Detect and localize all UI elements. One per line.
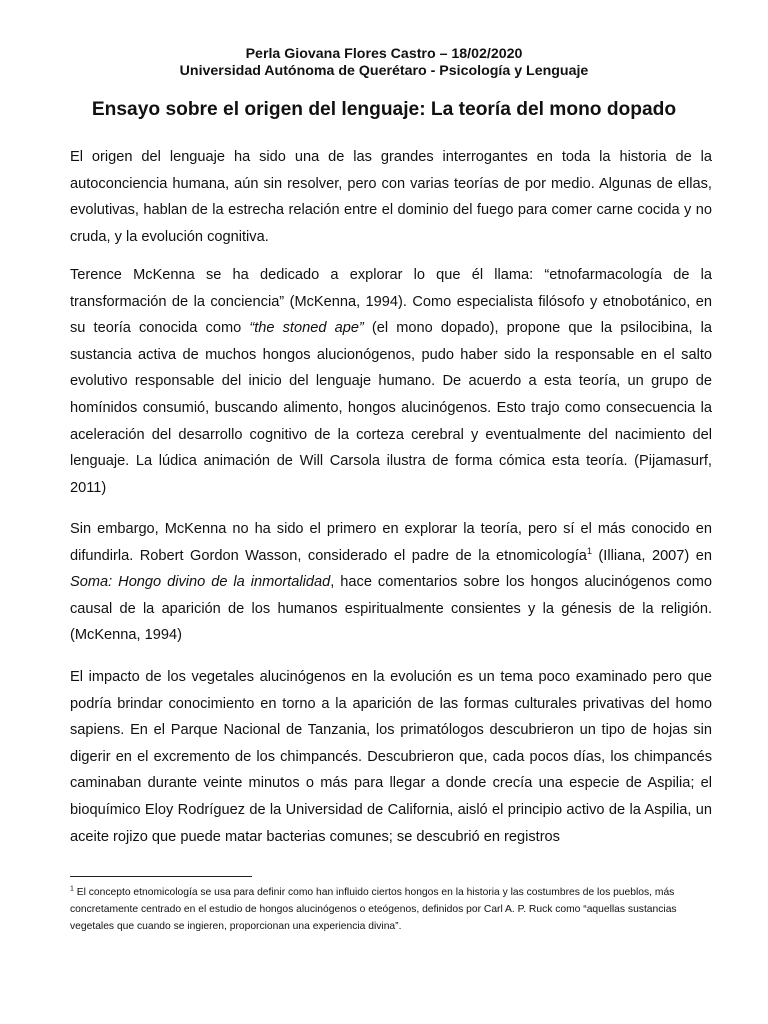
- paragraph-2-text-b: (el mono dopado), propone que la psilocibina, la sustancia activa de muchos hongos alucionógenos, pudo haber sido la responsable en el salto evolutivo responsable del inicio del lenguaje humano. De acuerdo a esta teoría, un grupo de homínidos consumió, buscando alimento, hongos alucinógenos. Esto trajo como consecuencia la aceleración del desarrollo cognitivo de la corteza cerebral y eventualmente del nacimiento del lenguaje. La lúdica animación de Will Carsola ilustra de forma cómica esta teoría. (Pijamasurf, 2011): [70, 320, 712, 496]
- paragraph-1: El origen del lenguaje ha sido una de las grandes interrogantes en toda la historia de la autoconciencia humana, aún sin resolver, pero con varias teorías de por medio. Algunas de ellas, evolutivas, hablan de la estrecha relación entre el dominio del fuego para comer carne cocida y no cruda, y la evolución cognitiva.: [70, 149, 712, 245]
- footnote-reference: 1: [586, 545, 592, 556]
- footnote-text: El concepto etnomicología se usa para definir como han influido ciertos hongos en la historia y las costumbres de los pueblos, más concretamente centrado en el estudio de hongos alucinógenos o eteógenos, definidos por Carl A. P. Ruck como “aquellas sustancias vegetales que cuando se ingieren, proporcionan una experiencia divina”.: [70, 887, 677, 932]
- paragraph-4: El impacto de los vegetales alucinógenos en la evolución es un tema poco examinado pero que podría brindar conocimiento en torno a la aparición de las formas culturales privativas del homo sapiens. En el Parque Nacional de Tanzania, los primatólogos descubrieron un tipo de hojas sin digerir en el excremento de los chimpancés. Descubrieron que, cada pocos días, los chimpancés caminaban durante veinte minutos o más para llegar a donde crecía una especie de Aspilia; el bioquímico Eloy Rodríguez de la Universidad de California, aisló el principio activo de la Aspilia, un aceite rojizo que puede matar bacterias comunes; se descubrió en registros: [70, 669, 712, 845]
- essay-title: Ensayo sobre el origen del lenguaje: La teoría del mono dopado: [91, 99, 677, 120]
- author-date-line: Perla Giovana Flores Castro – 18/02/2020: [245, 46, 523, 62]
- paragraph-2: [70, 262, 712, 501]
- paragraph-2-italic-term: “the stoned ape”: [249, 320, 364, 337]
- paragraph-3-book-title: Soma: Hongo divino de la inmortalidad: [70, 574, 331, 591]
- document-header: [0, 46, 768, 80]
- paragraph-3-text-c: , hace comentarios sobre los hongos alucinógenos como causal de la aparición de los humanos espiritualmente consientes y la génesis de la religión. (McKenna, 1994): [70, 574, 712, 644]
- paragraph-3-text-b: (Illiana, 2007) en: [591, 547, 712, 564]
- paragraph-3-text-a: Sin embargo, McKenna no ha sido el primero en explorar la teoría, pero sí el más conocido en difundirla. Robert Gordon Wasson, considerado el padre de la etnomicología: [70, 521, 712, 564]
- paragraph-2-text-a: Terence McKenna se ha dedicado a explorar lo que él llama: “etnofarmacología de la transformación de la conciencia” (McKenna, 1994). Como especialista filósofo y etnobotánico, en su teoría conocida como: [70, 267, 712, 337]
- affiliation-line: Universidad Autónoma de Querétaro - Psicología y Lenguaje: [179, 63, 589, 79]
- footnote-number: 1: [70, 885, 74, 893]
- footnote: [70, 884, 710, 935]
- footnote-separator: [70, 876, 252, 877]
- paragraph-3: [70, 516, 712, 649]
